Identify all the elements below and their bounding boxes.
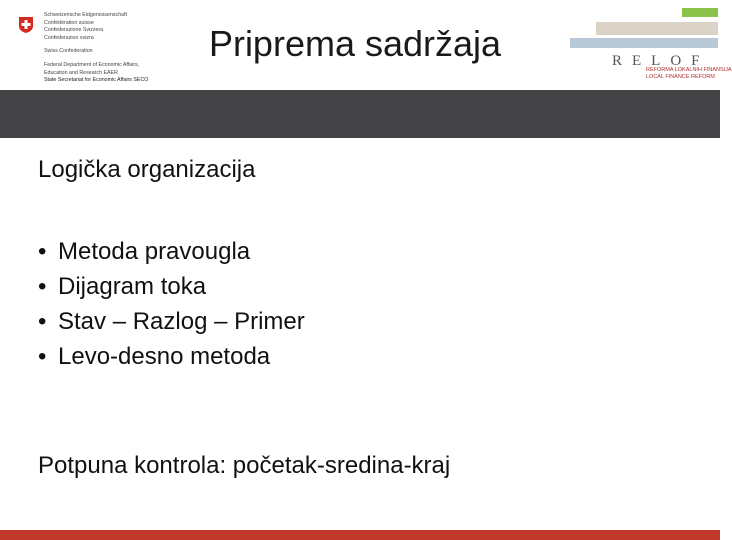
relof-tagline: REFORMA LOKALNIH FINANSIJA LOCAL FINANCE REFORM <box>646 67 732 80</box>
relof-wordmark: RELOF <box>612 53 710 69</box>
swiss-line: State Secretariat for Economic Affairs SECO <box>44 77 149 84</box>
swiss-line: Confederazione Svizzera <box>44 27 104 34</box>
footer-statement: Potpuna kontrola: početak-sredina-kraj <box>38 452 451 479</box>
relof-logo <box>570 6 732 86</box>
list-item: • Levo-desno metoda <box>38 339 305 374</box>
swiss-line: Federal Department of Economic Affairs, <box>44 61 140 68</box>
swiss-line: Confederaziun svizra <box>44 34 94 41</box>
list-item: • Metoda pravougla <box>38 234 305 269</box>
relof-bars-graphic <box>570 6 720 50</box>
list-item: • Dijagram toka <box>38 269 305 304</box>
swiss-line: Education and Research EAER <box>44 69 118 76</box>
bullet-list <box>38 234 305 374</box>
header-band <box>0 90 720 138</box>
list-item: • Stav – Razlog – Primer <box>38 304 305 339</box>
section-heading: Logička organizacija <box>38 156 256 183</box>
bottom-accent-bar <box>0 530 720 540</box>
bullet-marker: • <box>38 308 47 335</box>
bullet-marker: • <box>38 238 47 265</box>
slide-header <box>0 0 732 90</box>
swiss-flag-icon <box>18 16 34 34</box>
swiss-logo-text <box>44 12 162 85</box>
bullet-marker: • <box>38 343 47 370</box>
swiss-line: Schweizerische Eidgenossenschaft <box>44 12 128 18</box>
swiss-line: Swiss Confederation <box>44 48 93 55</box>
slide-title: Priprema sadržaja <box>208 23 502 64</box>
bullet-marker: • <box>38 273 47 300</box>
swiss-line: Confédération suisse <box>44 19 94 26</box>
swiss-confederation-logo <box>10 8 160 84</box>
